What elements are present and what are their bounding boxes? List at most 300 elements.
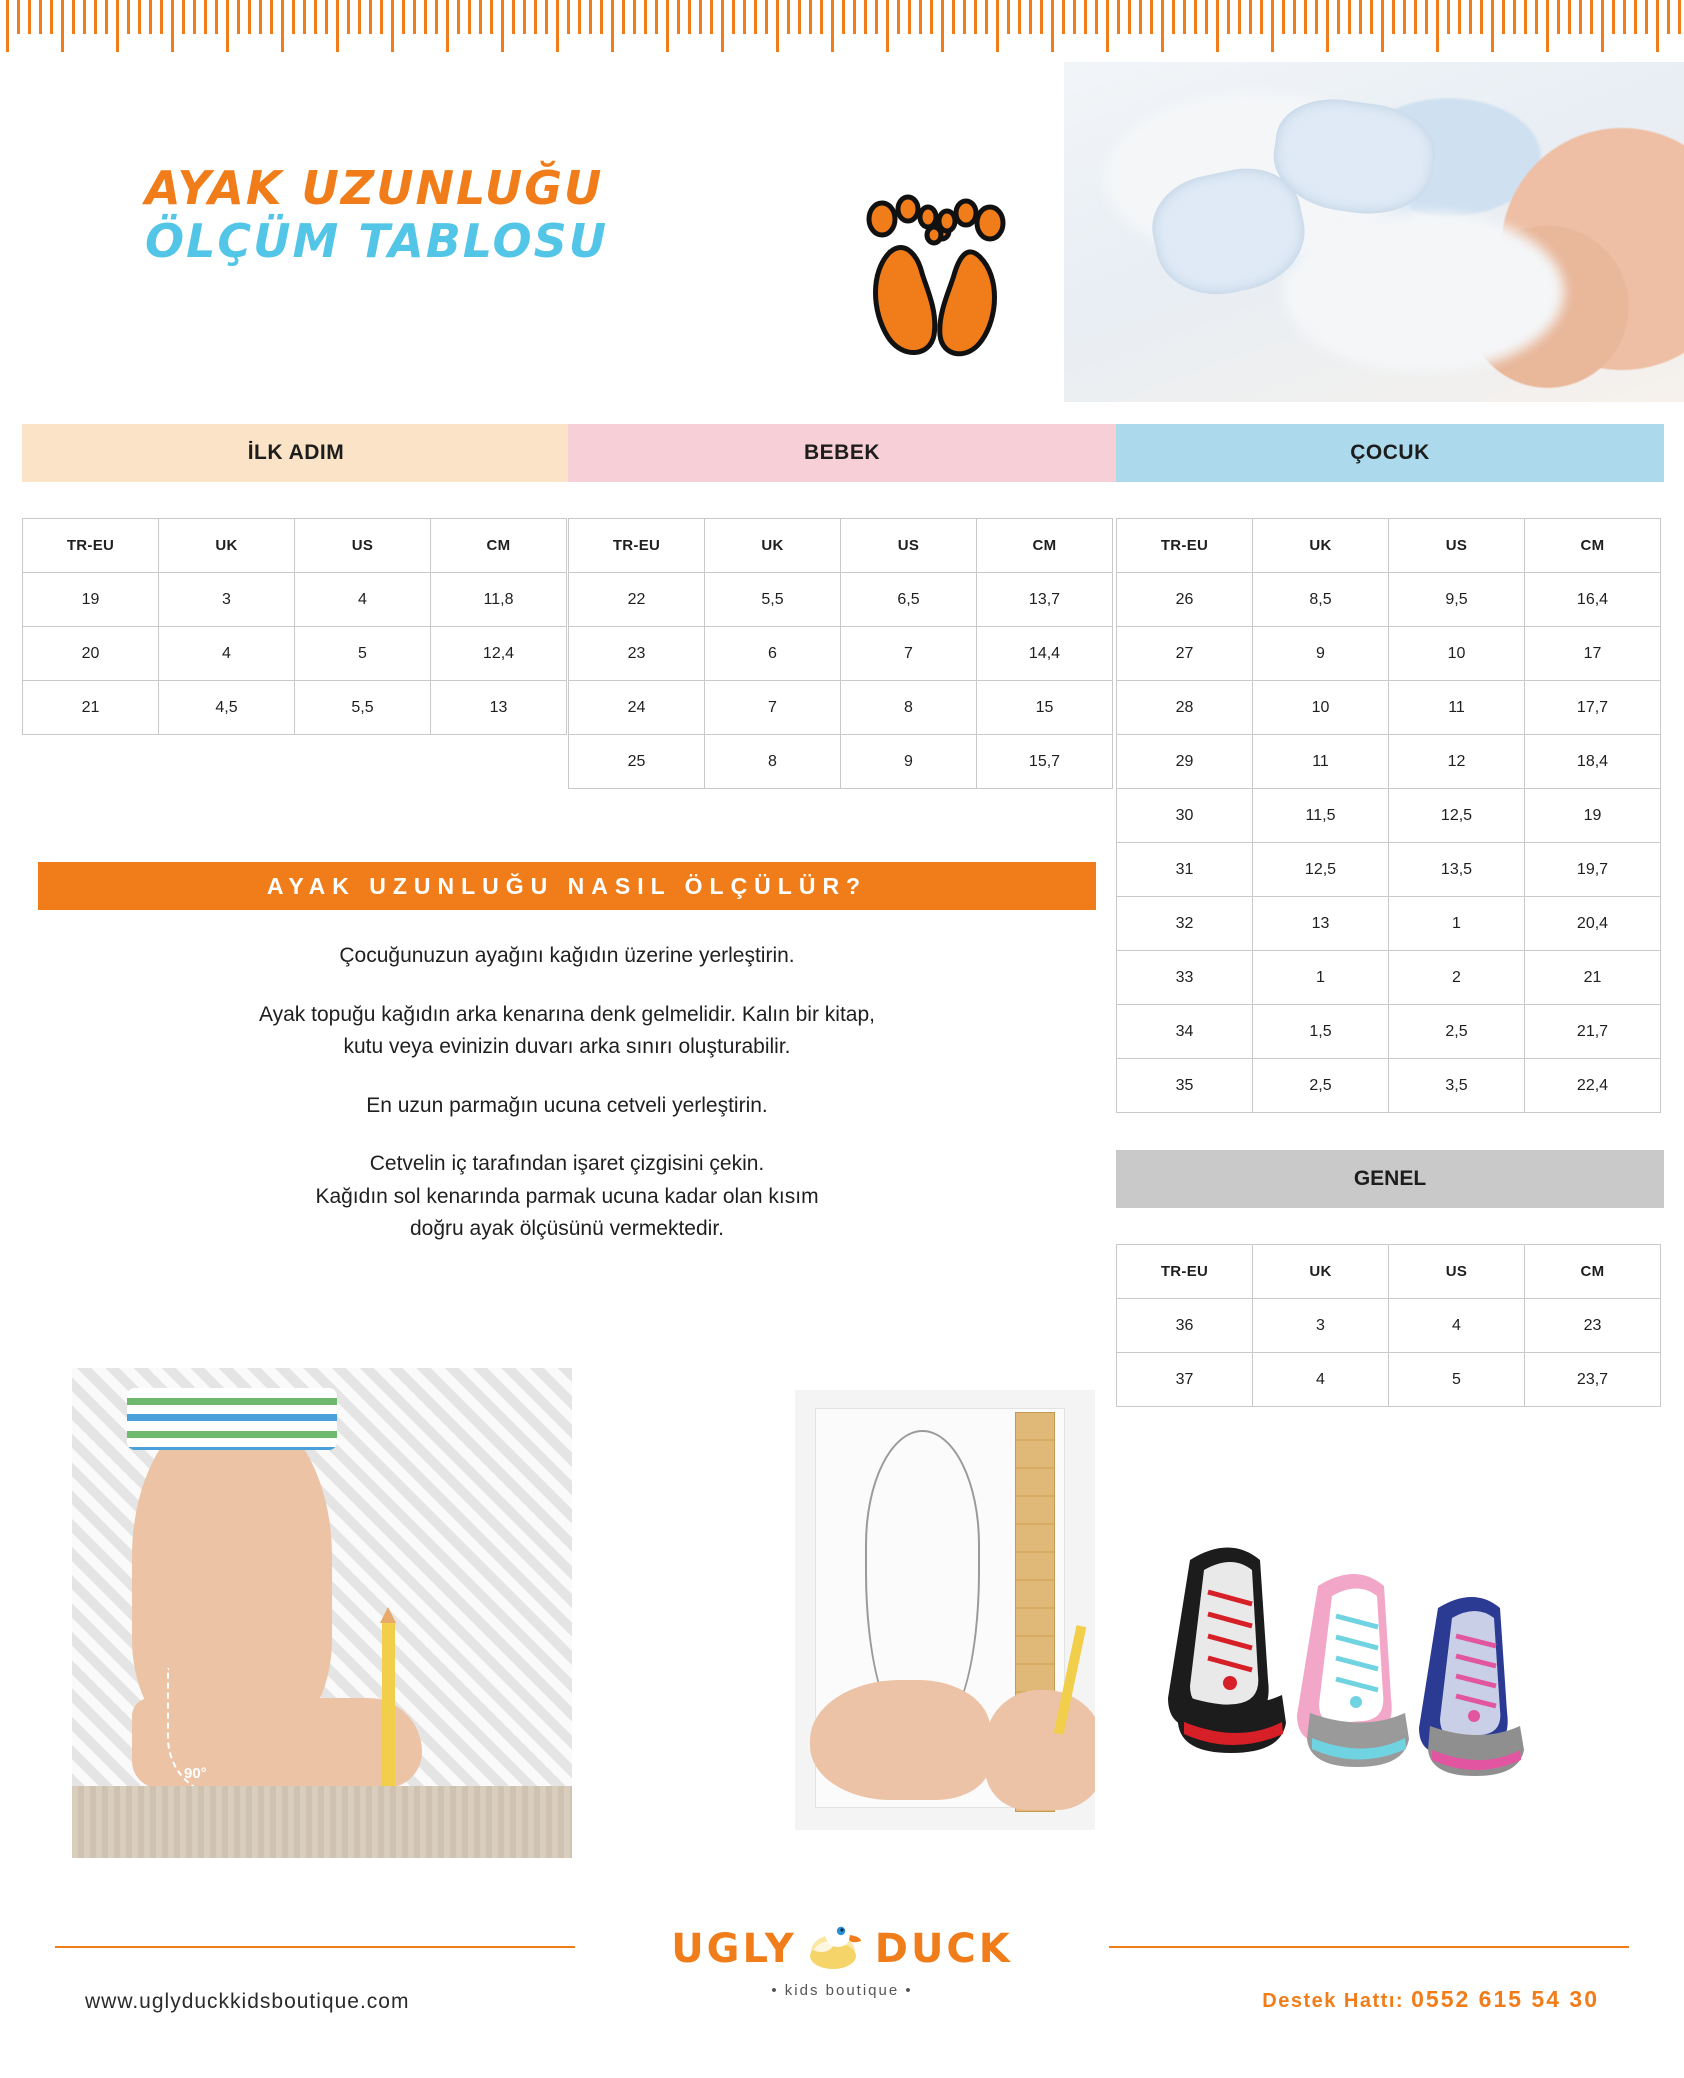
ruler-tick — [248, 0, 251, 34]
category-header-bebek — [568, 424, 1116, 482]
ruler-tick — [1381, 0, 1384, 52]
ruler-tick — [952, 0, 955, 34]
category-label-genel: GENEL — [1353, 1167, 1427, 1190]
ruler-tick — [281, 0, 284, 52]
ruler-tick — [1590, 0, 1593, 34]
table-row — [1117, 1005, 1661, 1059]
ruler-tick — [39, 0, 42, 34]
ruler-tick — [1326, 0, 1329, 52]
table-cell: 17,7 — [1525, 681, 1661, 735]
ruler-tick — [1051, 0, 1054, 52]
table-row — [569, 735, 1113, 789]
ruler-tick — [1293, 0, 1296, 34]
ruler-tick — [1524, 0, 1527, 34]
ruler-tick — [226, 0, 229, 52]
ruler-tick — [1271, 0, 1274, 52]
ruler-tick — [908, 0, 911, 34]
ruler-tick — [1029, 0, 1032, 34]
ruler-tick — [655, 0, 658, 34]
title-line-1: AYAK UZUNLUĞU — [145, 161, 604, 215]
table-row — [1117, 1299, 1661, 1353]
table-cell: 8 — [705, 735, 841, 789]
ruler-tick — [424, 0, 427, 34]
howto-title-bar — [38, 862, 1096, 910]
website-url[interactable]: www.uglyduckkidsboutique.com — [85, 1990, 410, 2013]
table-cell: 31 — [1117, 843, 1253, 897]
column-header-uk: UK — [1253, 519, 1389, 573]
table-cell: 6 — [705, 627, 841, 681]
column-header-cm: CM — [1525, 519, 1661, 573]
ruler-tick — [809, 0, 812, 34]
foot-on-paper-photo — [72, 1368, 572, 1858]
table-cell: 26 — [1117, 573, 1253, 627]
ruler-tick — [1282, 0, 1285, 34]
ruler-tick — [413, 0, 416, 34]
ruler-tick — [105, 0, 108, 34]
ruler-tick — [1194, 0, 1197, 34]
ruler-tick — [798, 0, 801, 34]
ruler-tick — [1414, 0, 1417, 34]
column-header-uk: UK — [159, 519, 295, 573]
category-label-bebek: BEBEK — [803, 441, 880, 464]
ruler-tick — [523, 0, 526, 34]
ruler-tick — [1205, 0, 1208, 34]
ruler-tick — [182, 0, 185, 34]
ruler-tick — [1546, 0, 1549, 52]
column-header-uk: UK — [705, 519, 841, 573]
table-cell: 23 — [1525, 1299, 1661, 1353]
ruler-tick — [1678, 0, 1681, 34]
ruler-tick — [446, 0, 449, 52]
page-title — [145, 162, 608, 269]
ruler-tick — [1062, 0, 1065, 34]
ruler-tick — [303, 0, 306, 34]
howto-step: Ayak topuğu kağıdın arka kenarına denk gelmelidir. Kalın bir kitap, kutu veya evinizin duvarı arka sınırı oluşturabilir. — [259, 1002, 875, 1059]
table-cell: 21,7 — [1525, 1005, 1661, 1059]
table-cell: 20 — [23, 627, 159, 681]
column-header-tr-eu: TR-EU — [23, 519, 159, 573]
ruler-tick — [1018, 0, 1021, 34]
table-header-row — [569, 519, 1113, 573]
ruler-tick — [622, 0, 625, 34]
table-cell: 10 — [1253, 681, 1389, 735]
ruler-tick — [149, 0, 152, 34]
table-cell: 7 — [841, 627, 977, 681]
support-label: Destek Hattı: — [1262, 1990, 1405, 2012]
ruler-tick — [83, 0, 86, 34]
angle-label: 90° — [184, 1765, 207, 1782]
table-cell: 11 — [1253, 735, 1389, 789]
table-cell: 18,4 — [1525, 735, 1661, 789]
table-cell: 13 — [431, 681, 567, 735]
ruler-tick — [743, 0, 746, 34]
ruler-tick — [1249, 0, 1252, 34]
table-cell: 11 — [1389, 681, 1525, 735]
table-cell: 36 — [1117, 1299, 1253, 1353]
ruler-tick — [292, 0, 295, 34]
ruler-tick — [479, 0, 482, 34]
table-header-row — [1117, 519, 1661, 573]
ruler-tick — [501, 0, 504, 52]
table-cell: 37 — [1117, 1353, 1253, 1407]
table-row — [569, 627, 1113, 681]
ruler-tick — [1106, 0, 1109, 52]
ruler-tick — [611, 0, 614, 52]
table-row — [1117, 681, 1661, 735]
ruler-tick — [1348, 0, 1351, 34]
ruler-tick — [490, 0, 493, 34]
table-row — [1117, 897, 1661, 951]
ruler-tick — [336, 0, 339, 52]
howto-step: Cetvelin iç tarafından işaret çizgisini çekin. Kağıdın sol kenarında parmak ucuna kadar olan kısım doğru ayak ölçüsünü vermektedir. — [315, 1152, 819, 1241]
table-cell: 29 — [1117, 735, 1253, 789]
ruler-tick — [1480, 0, 1483, 34]
table-cell: 2,5 — [1253, 1059, 1389, 1113]
sock-shape — [127, 1388, 337, 1450]
ruler-tick — [1623, 0, 1626, 34]
table-cell: 22 — [569, 573, 705, 627]
table-row — [1117, 843, 1661, 897]
ruler-tick — [1007, 0, 1010, 34]
table-cell: 14,4 — [977, 627, 1113, 681]
table-cell: 24 — [569, 681, 705, 735]
ruler-tick — [941, 0, 944, 52]
ruler-tick — [930, 0, 933, 34]
ruler-tick — [402, 0, 405, 34]
category-label-cocuk: ÇOCUK — [1350, 441, 1430, 464]
table-cell: 35 — [1117, 1059, 1253, 1113]
table-cell: 34 — [1117, 1005, 1253, 1059]
table-cell: 3 — [159, 573, 295, 627]
ruler-tick — [1139, 0, 1142, 34]
ruler-tick — [567, 0, 570, 34]
ruler-tick — [897, 0, 900, 34]
table-cell: 2 — [1389, 951, 1525, 1005]
ruler-tick — [732, 0, 735, 34]
ruler-tick — [589, 0, 592, 34]
ruler-tick — [1458, 0, 1461, 34]
table-row — [569, 573, 1113, 627]
table-cell: 17 — [1525, 627, 1661, 681]
brand-tagline: • kids boutique • — [771, 1982, 913, 1999]
ruler-tick — [347, 0, 350, 34]
ruler-tick — [1392, 0, 1395, 34]
ruler-tick — [1183, 0, 1186, 34]
ruler-tick — [985, 0, 988, 34]
ruler-tick — [171, 0, 174, 52]
table-cell: 4 — [1253, 1353, 1389, 1407]
table-cell: 23,7 — [1525, 1353, 1661, 1407]
ruler-tick — [1568, 0, 1571, 34]
ruler-tick — [1656, 0, 1659, 52]
column-header-tr-eu: TR-EU — [569, 519, 705, 573]
table-cell: 4 — [295, 573, 431, 627]
ruler-tick — [1117, 0, 1120, 34]
support-phone[interactable]: 0552 615 54 30 — [1411, 1986, 1599, 2012]
table-cell: 19,7 — [1525, 843, 1661, 897]
table-cell: 9 — [1253, 627, 1389, 681]
ruler-tick — [94, 0, 97, 34]
table-row — [23, 627, 567, 681]
table-cell: 11,8 — [431, 573, 567, 627]
ruler-tick — [996, 0, 999, 52]
table-cell: 13,5 — [1389, 843, 1525, 897]
table-cell: 7 — [705, 681, 841, 735]
table-cell: 9,5 — [1389, 573, 1525, 627]
ruler-tick — [820, 0, 823, 34]
ruler-tick — [864, 0, 867, 34]
ruler-tick — [1667, 0, 1670, 34]
table-cell: 15 — [977, 681, 1113, 735]
ruler-tick — [1612, 0, 1615, 34]
size-table-cocuk — [1116, 518, 1661, 1113]
table-row — [23, 681, 567, 735]
category-header-genel — [1116, 1150, 1664, 1208]
ruler-tick — [1095, 0, 1098, 34]
table-cell: 3 — [1253, 1299, 1389, 1353]
ruler-tick — [50, 0, 53, 34]
table-cell: 19 — [1525, 789, 1661, 843]
table-cell: 5 — [295, 627, 431, 681]
table-cell: 12,5 — [1253, 843, 1389, 897]
table-cell: 12 — [1389, 735, 1525, 789]
table-cell: 1,5 — [1253, 1005, 1389, 1059]
category-label-ilk-adim: İLK ADIM — [247, 441, 345, 464]
ruler-tick — [457, 0, 460, 34]
ruler-tick — [688, 0, 691, 34]
table-row — [23, 573, 567, 627]
ruler-tick — [633, 0, 636, 34]
ruler-tick — [1150, 0, 1153, 34]
column-header-us: US — [841, 519, 977, 573]
table-cell: 4,5 — [159, 681, 295, 735]
table-cell: 5 — [1389, 1353, 1525, 1407]
ruler-tick — [1403, 0, 1406, 34]
three-sneakers-illustration — [1160, 1500, 1580, 1790]
ruler-tick — [1535, 0, 1538, 34]
howto-steps — [38, 940, 1096, 1272]
howto-step: En uzun parmağın ucuna cetveli yerleştirin. — [366, 1093, 768, 1117]
table-cell: 30 — [1117, 789, 1253, 843]
table-row — [1117, 1353, 1661, 1407]
tracing-with-ruler-photo — [795, 1390, 1095, 1830]
ruler-tick — [1073, 0, 1076, 34]
duck-icon — [807, 1918, 865, 1980]
howto-step: Çocuğunuzun ayağını kağıdın üzerine yerleştirin. — [339, 944, 795, 967]
ruler-tick — [963, 0, 966, 34]
ruler-tick — [1436, 0, 1439, 52]
ruler-tick — [776, 0, 779, 52]
table-cell: 32 — [1117, 897, 1253, 951]
ruler-tick — [666, 0, 669, 52]
ruler-tick — [314, 0, 317, 34]
brand-word-2: DUCK — [874, 1926, 1013, 1972]
ruler-tick — [1359, 0, 1362, 34]
ruler-tick — [116, 0, 119, 52]
table-row — [1117, 627, 1661, 681]
ruler-tick — [17, 0, 20, 34]
table-cell: 21 — [23, 681, 159, 735]
ruler-tick — [1491, 0, 1494, 52]
ruler-tick — [710, 0, 713, 34]
column-header-us: US — [1389, 519, 1525, 573]
ruler-tick — [556, 0, 559, 52]
ruler-tick — [1634, 0, 1637, 34]
ruler-tick — [28, 0, 31, 34]
ruler-tick — [644, 0, 647, 34]
ruler-tick — [677, 0, 680, 34]
table-cell: 11,5 — [1253, 789, 1389, 843]
ruler-tick — [1579, 0, 1582, 34]
brand-logo — [632, 1918, 1052, 1999]
ruler-tick — [1513, 0, 1516, 34]
ruler-tick — [699, 0, 702, 34]
table-row — [1117, 951, 1661, 1005]
ruler-tick — [765, 0, 768, 34]
ruler-tick — [468, 0, 471, 34]
table-cell: 16,4 — [1525, 573, 1661, 627]
ruler-tick — [61, 0, 64, 52]
footer-divider-left — [55, 1946, 575, 1948]
table-cell: 4 — [1389, 1299, 1525, 1353]
column-header-tr-eu: TR-EU — [1117, 1245, 1253, 1299]
ruler-tick — [1238, 0, 1241, 34]
ruler-tick — [886, 0, 889, 52]
table-cell: 13,7 — [977, 573, 1113, 627]
ruler-tick — [1645, 0, 1648, 34]
size-table-bebek — [568, 518, 1113, 789]
table-cell: 2,5 — [1389, 1005, 1525, 1059]
ruler-tick — [160, 0, 163, 34]
ruler-tick — [875, 0, 878, 34]
ruler-tick — [204, 0, 207, 34]
table-cell: 5,5 — [705, 573, 841, 627]
table-row — [569, 681, 1113, 735]
ruler-tick — [1172, 0, 1175, 34]
ruler-tick — [435, 0, 438, 34]
page-header — [0, 62, 1684, 412]
ruler-tick — [358, 0, 361, 34]
ruler-decoration — [0, 0, 1684, 62]
floor-shape — [72, 1786, 572, 1858]
ruler-tick — [259, 0, 262, 34]
ruler-tick — [534, 0, 537, 34]
support-line — [1262, 1986, 1599, 2013]
hand-shape-left — [810, 1680, 990, 1800]
ruler-tick — [1040, 0, 1043, 34]
ruler-tick — [1216, 0, 1219, 52]
table-cell: 8,5 — [1253, 573, 1389, 627]
ruler-tick — [1161, 0, 1164, 52]
table-cell: 28 — [1117, 681, 1253, 735]
baby-feet-photo — [1064, 62, 1684, 402]
table-cell: 23 — [569, 627, 705, 681]
ruler-tick — [853, 0, 856, 34]
table-cell: 8 — [841, 681, 977, 735]
ruler-tick — [193, 0, 196, 34]
table-row — [1117, 735, 1661, 789]
table-cell: 10 — [1389, 627, 1525, 681]
ruler-tick — [831, 0, 834, 52]
ruler-tick — [1304, 0, 1307, 34]
footprints-icon — [830, 177, 1030, 377]
table-cell: 1 — [1389, 897, 1525, 951]
table-cell: 20,4 — [1525, 897, 1661, 951]
column-header-tr-eu: TR-EU — [1117, 519, 1253, 573]
ruler-tick — [1370, 0, 1373, 34]
ruler-tick — [545, 0, 548, 34]
ruler-tick — [1601, 0, 1604, 52]
ruler-tick — [1260, 0, 1263, 34]
table-cell: 21 — [1525, 951, 1661, 1005]
table-cell: 12,4 — [431, 627, 567, 681]
table-cell: 6,5 — [841, 573, 977, 627]
ruler-tick — [391, 0, 394, 52]
table-header-row — [1117, 1245, 1661, 1299]
ruler-tick — [215, 0, 218, 34]
ruler-tick — [237, 0, 240, 34]
ruler-tick — [787, 0, 790, 34]
size-table-ilk-adim — [22, 518, 567, 735]
table-cell: 5,5 — [295, 681, 431, 735]
ruler-tick — [1315, 0, 1318, 34]
ruler-tick — [72, 0, 75, 34]
ruler-tick — [1227, 0, 1230, 34]
table-cell: 9 — [841, 735, 977, 789]
ruler-tick — [380, 0, 383, 34]
ruler-tick — [138, 0, 141, 34]
ruler-tick — [512, 0, 515, 34]
hand-shape-right — [985, 1690, 1095, 1810]
ruler-tick — [754, 0, 757, 34]
column-header-us: US — [1389, 1245, 1525, 1299]
column-header-cm: CM — [1525, 1245, 1661, 1299]
table-cell: 22,4 — [1525, 1059, 1661, 1113]
column-header-cm: CM — [431, 519, 567, 573]
table-cell: 1 — [1253, 951, 1389, 1005]
ruler-tick — [600, 0, 603, 34]
table-cell: 25 — [569, 735, 705, 789]
ruler-tick — [1502, 0, 1505, 34]
table-row — [1117, 573, 1661, 627]
table-cell: 33 — [1117, 951, 1253, 1005]
table-header-row — [23, 519, 567, 573]
category-header-cocuk — [1116, 424, 1664, 482]
ruler-tick — [1128, 0, 1131, 34]
title-line-2: ÖLÇÜM TABLOSU — [145, 214, 609, 269]
ruler-tick — [1425, 0, 1428, 34]
ruler-tick — [6, 0, 9, 52]
ruler-tick — [369, 0, 372, 34]
table-cell: 4 — [159, 627, 295, 681]
ruler-tick — [578, 0, 581, 34]
ruler-tick — [919, 0, 922, 34]
size-table-genel — [1116, 1244, 1661, 1407]
pencil-shape — [382, 1623, 395, 1793]
table-cell: 27 — [1117, 627, 1253, 681]
table-cell: 13 — [1253, 897, 1389, 951]
ruler-tick — [270, 0, 273, 34]
ruler-tick — [1084, 0, 1087, 34]
ruler-tick — [325, 0, 328, 34]
ruler-tick — [1469, 0, 1472, 34]
ruler-tick — [721, 0, 724, 52]
table-cell: 15,7 — [977, 735, 1113, 789]
table-row — [1117, 789, 1661, 843]
footer-divider-right — [1109, 1946, 1629, 1948]
table-cell: 12,5 — [1389, 789, 1525, 843]
howto-title: AYAK UZUNLUĞU NASIL ÖLÇÜLÜR? — [266, 872, 868, 899]
